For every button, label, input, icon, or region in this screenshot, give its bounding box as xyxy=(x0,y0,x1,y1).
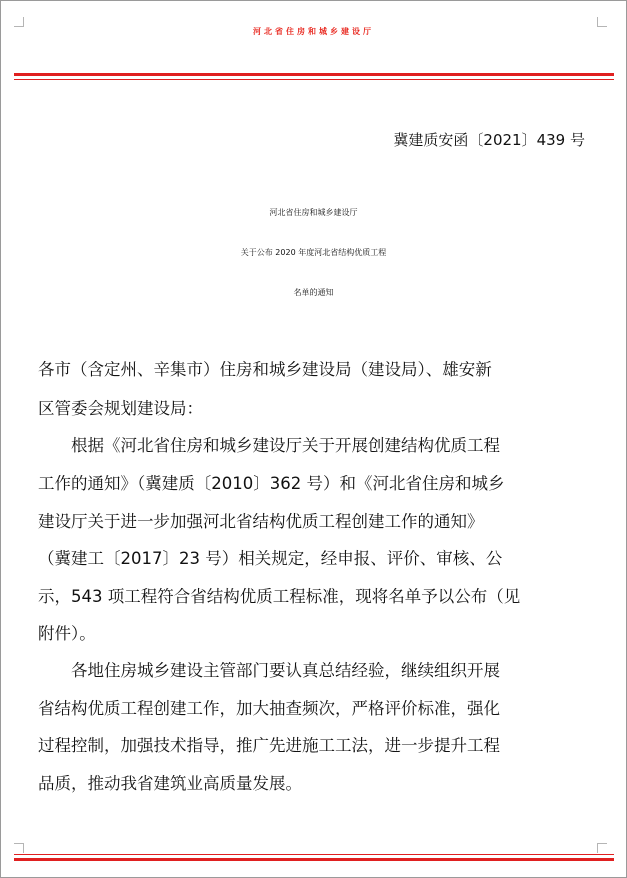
body-line: 过程控制，加强技术指导，推广先进施工工法，进一步提升工程 xyxy=(38,736,500,755)
title-line-2: 关于公布 2020 年度河北省结构优质工程 xyxy=(240,248,387,257)
body-line: 工作的通知》（冀建质〔2010〕362 号）和《河北省住房和城乡 xyxy=(38,474,505,493)
crop-mark-bottom-left xyxy=(14,843,24,853)
masthead-org-name: 河北省住房和城乡建设厅 xyxy=(253,27,374,36)
body-line: 示，543 项工程符合省结构优质工程标准，现将名单予以公布（见 xyxy=(38,587,521,606)
title-line-3: 名单的通知 xyxy=(293,288,334,297)
title-line-1: 河北省住房和城乡建设厅 xyxy=(269,208,358,217)
body-line: 根据《河北省住房和城乡建设厅关于开展创建结构优质工程 xyxy=(71,436,500,455)
body-line: （冀建工〔2017〕23 号）相关规定，经申报、评价、审核、公 xyxy=(38,549,503,568)
body-line: 各市（含定州、辛集市）住房和城乡建设局（建设局）、雄安新 xyxy=(38,360,492,379)
header-rule-thick xyxy=(14,73,614,76)
body-line: 省结构优质工程创建工作，加大抽查频次，严格评价标准，强化 xyxy=(38,699,500,718)
document-number: 冀建质安函〔2021〕439 号 xyxy=(393,131,585,149)
header-rule-thin xyxy=(14,79,614,80)
crop-mark-bottom-right xyxy=(597,843,607,853)
body-line: 区管委会规划建设局： xyxy=(38,399,203,418)
body-line: 品质，推动我省建筑业高质量发展。 xyxy=(38,774,302,793)
body-line: 各地住房城乡建设主管部门要认真总结经验，继续组织开展 xyxy=(71,661,500,680)
body-line: 建设厅关于进一步加强河北省结构优质工程创建工作的通知》 xyxy=(38,512,484,531)
footer-rule-thin xyxy=(14,854,614,855)
body-line: 附件）。 xyxy=(38,624,96,643)
footer-rule-thick xyxy=(14,858,614,861)
